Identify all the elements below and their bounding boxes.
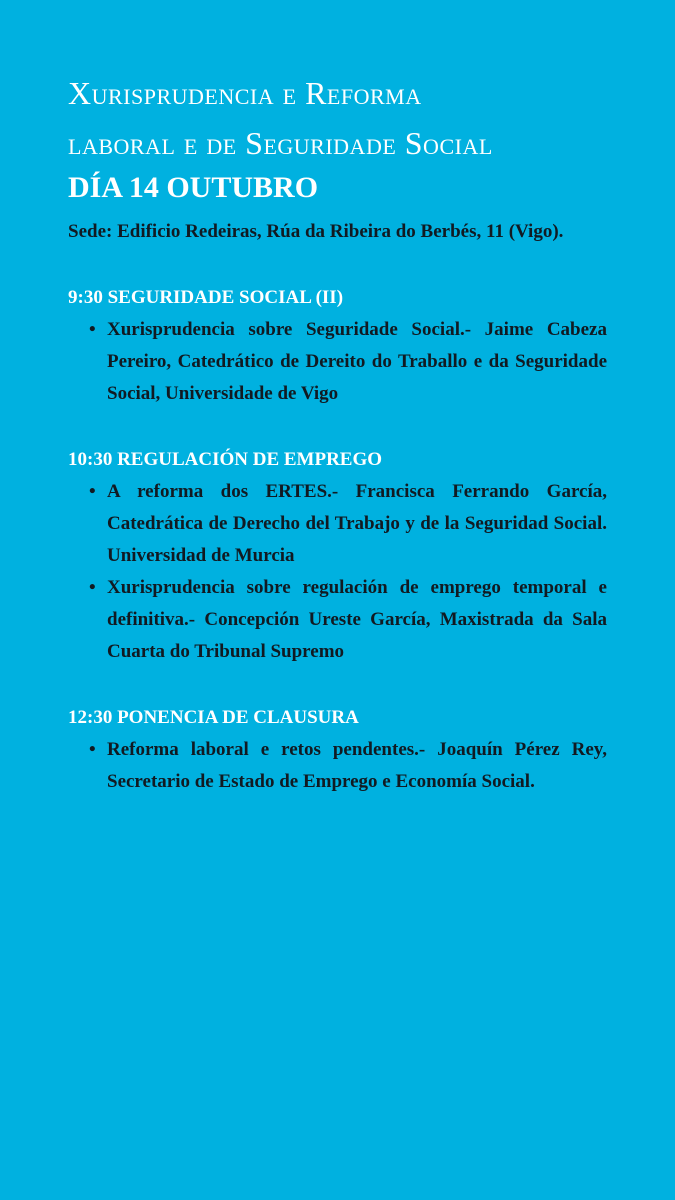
session-heading: 10:30 REGULACIÓN DE EMPREGO [68, 449, 383, 470]
session-heading: 12:30 PONENCIA DE CLAUSURA [68, 707, 359, 728]
talk-item [89, 476, 607, 572]
event-title-line-2: laboral e de Seguridade Social [68, 125, 493, 161]
event-venue: Sede: Edificio Redeiras, Rúa da Ribeira do Berbés, 11 (Vigo). [68, 221, 564, 242]
session-talk-list [68, 734, 607, 798]
bullet-icon: • [89, 577, 96, 598]
session-ponencia-clausura [68, 702, 607, 798]
talk-item [89, 572, 607, 668]
talk-text: A reforma dos ERTES.- Francisca Ferrando García, Catedrática de Derecho del Trabajo y de la Seguridad Social. Universidad de Murcia [107, 481, 607, 566]
event-title [68, 68, 607, 168]
session-talk-list [68, 476, 607, 668]
talk-item [89, 734, 607, 798]
talk-text: Xurisprudencia sobre regulación de emprego temporal e definitiva.- Concepción Ureste García, Maxistrada da Sala Cuarta do Tribunal Supremo [107, 577, 607, 662]
session-talk-list [68, 314, 607, 410]
event-date: DÍA 14 OUTUBRO [68, 171, 319, 204]
session-heading: 9:30 SEGURIDADE SOCIAL (II) [68, 287, 344, 308]
talk-text: Reforma laboral e retos pendentes.- Joaquín Pérez Rey, Secretario de Estado de Emprego e Economía Social. [107, 739, 607, 792]
talk-item [89, 314, 607, 410]
bullet-icon: • [89, 319, 96, 340]
session-regulacion-emprego [68, 444, 607, 668]
bullet-icon: • [89, 739, 96, 760]
talk-text: Xurisprudencia sobre Seguridade Social.- Jaime Cabeza Pereiro, Catedrático de Dereito do Traballo e da Seguridade Social, Universidade de Vigo [107, 319, 607, 404]
session-seguridade-social [68, 282, 607, 410]
bullet-icon: • [89, 481, 96, 502]
event-title-line-1: Xurisprudencia e Reforma [68, 75, 422, 111]
